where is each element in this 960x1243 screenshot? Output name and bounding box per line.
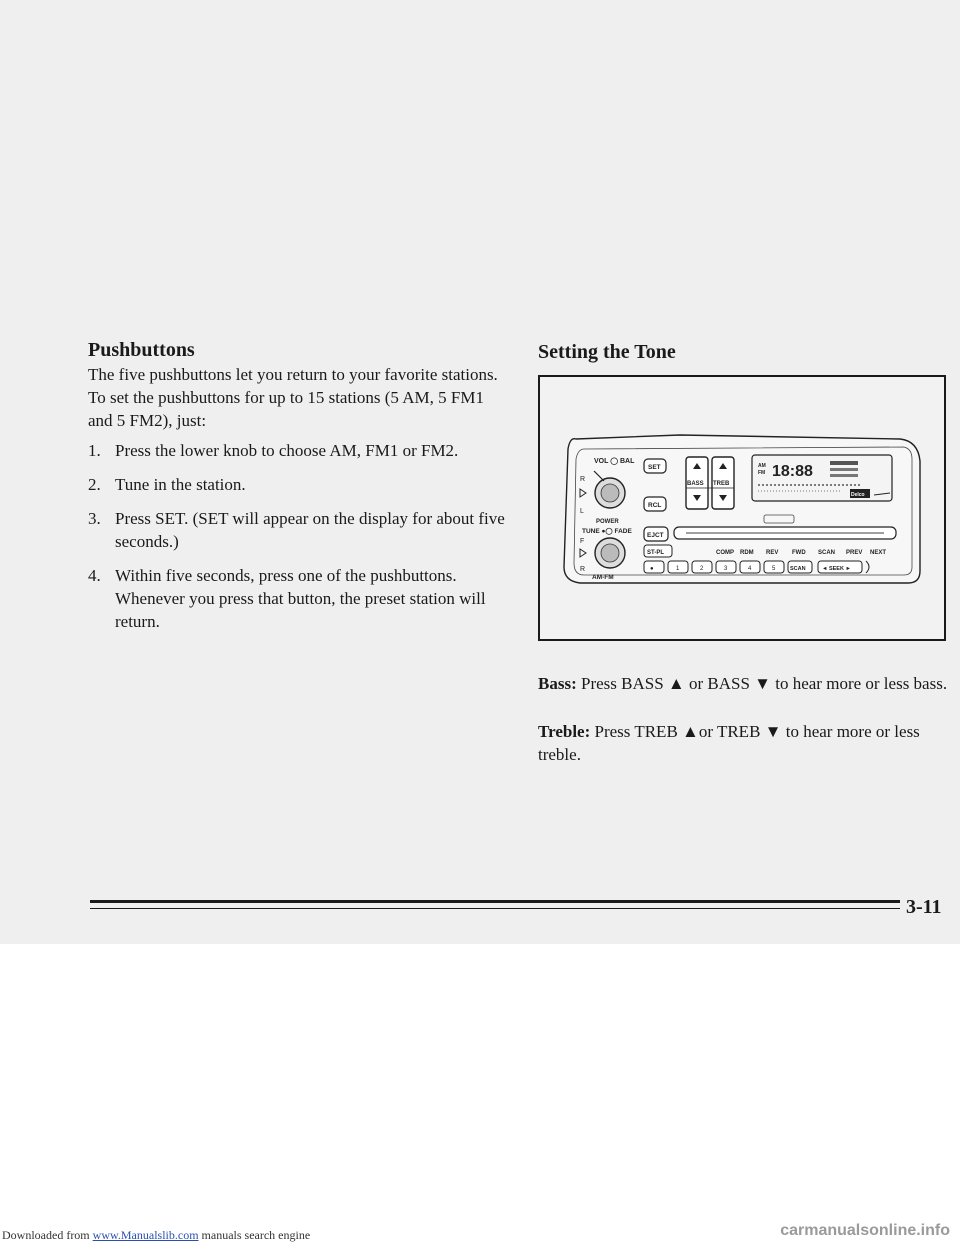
footer-rule-thin xyxy=(90,908,900,909)
step-number: 3. xyxy=(88,509,101,528)
scan-button-label: SCAN xyxy=(790,566,806,572)
bass-paragraph xyxy=(538,672,948,695)
step-item xyxy=(88,564,508,633)
vol-bal-label: VOL ◯ BAL xyxy=(594,458,635,465)
source-link[interactable]: www.Manualslib.com xyxy=(92,1228,199,1242)
step-text: Press SET. (SET will appear on the display for about five seconds.) xyxy=(115,509,505,551)
tune-fade-label: TUNE ●◯ FADE xyxy=(582,528,632,535)
scan-top-label: SCAN xyxy=(818,550,836,556)
treble-paragraph xyxy=(538,720,948,766)
bass-term: Bass: xyxy=(538,674,577,693)
watermark: carmanualsonline.info xyxy=(780,1222,950,1239)
page-number: 3-11 xyxy=(906,896,942,918)
next-label: NEXT xyxy=(870,550,887,556)
step-number: 1. xyxy=(88,441,101,460)
step-number: 4. xyxy=(88,566,101,585)
st-pl-label: ST-PL xyxy=(647,550,665,556)
step-item xyxy=(88,439,508,462)
rev-label: REV xyxy=(766,550,779,556)
brand-badge-label: Delco xyxy=(851,492,865,498)
preset-3-label: 3 xyxy=(724,566,728,572)
comp-label: COMP xyxy=(716,550,734,556)
step-number: 2. xyxy=(88,475,101,494)
preset-2-label: 2 xyxy=(700,566,704,572)
footer-rule-thick xyxy=(90,900,900,903)
preset-dot-label: ● xyxy=(650,566,654,572)
knob-r-label: R xyxy=(580,476,586,483)
knob-l-label: L xyxy=(580,508,584,515)
band-fm-label: FM xyxy=(758,470,766,476)
knob-r2-label: R xyxy=(580,566,586,573)
pushbuttons-steps xyxy=(88,439,508,644)
knob-f-label: F xyxy=(580,538,585,545)
step-item xyxy=(88,473,508,496)
set-label: SET xyxy=(648,464,661,471)
pushbuttons-intro: The five pushbuttons let you return to your favorite stations. To set the pushbuttons for up to 15 stations (5 AM, 5 FM1 and 5 FM2), just: xyxy=(88,365,498,430)
radio-illustration xyxy=(540,377,944,639)
pushbuttons-heading: Pushbuttons xyxy=(88,339,195,361)
bass-label: BASS xyxy=(687,481,704,487)
step-item xyxy=(88,507,508,553)
fwd-label: FWD xyxy=(792,550,806,556)
radio-figure xyxy=(538,375,946,641)
seek-label: ◄ SEEK ► xyxy=(822,566,851,572)
preset-4-label: 4 xyxy=(748,566,752,572)
bass-description: Press BASS ▲ or BASS ▼ to hear more or less bass. xyxy=(576,674,948,693)
prev-label: PREV xyxy=(846,550,863,556)
source-header xyxy=(2,1228,310,1243)
power-label: POWER xyxy=(596,519,619,525)
step-text: Tune in the station. xyxy=(115,475,246,494)
treb-label: TREB xyxy=(713,481,730,487)
source-prefix: Downloaded from xyxy=(2,1228,93,1242)
treble-term: Treble: xyxy=(538,722,591,741)
preset-dot-button[interactable] xyxy=(644,561,664,573)
preset-1-label: 1 xyxy=(676,566,680,572)
source-suffix: manuals search engine xyxy=(198,1228,311,1242)
band-am-label: AM xyxy=(758,463,766,469)
eject-label: EJCT xyxy=(647,532,664,539)
rdm-label: RDM xyxy=(740,550,754,556)
setting-tone-heading: Setting the Tone xyxy=(538,341,676,363)
rcl-label: RCL xyxy=(648,502,662,509)
step-text: Within five seconds, press one of the pushbuttons. Whenever you press that button, the preset station will return. xyxy=(115,566,486,631)
step-text: Press the lower knob to choose AM, FM1 or FM2. xyxy=(115,441,459,460)
preset-5-label: 5 xyxy=(772,566,776,572)
display-digits: 18:88 xyxy=(772,463,813,480)
am-fm-label: AM-FM xyxy=(592,574,614,581)
treble-description: Press TREB ▲or TREB ▼ to hear more or less treble. xyxy=(538,722,920,764)
